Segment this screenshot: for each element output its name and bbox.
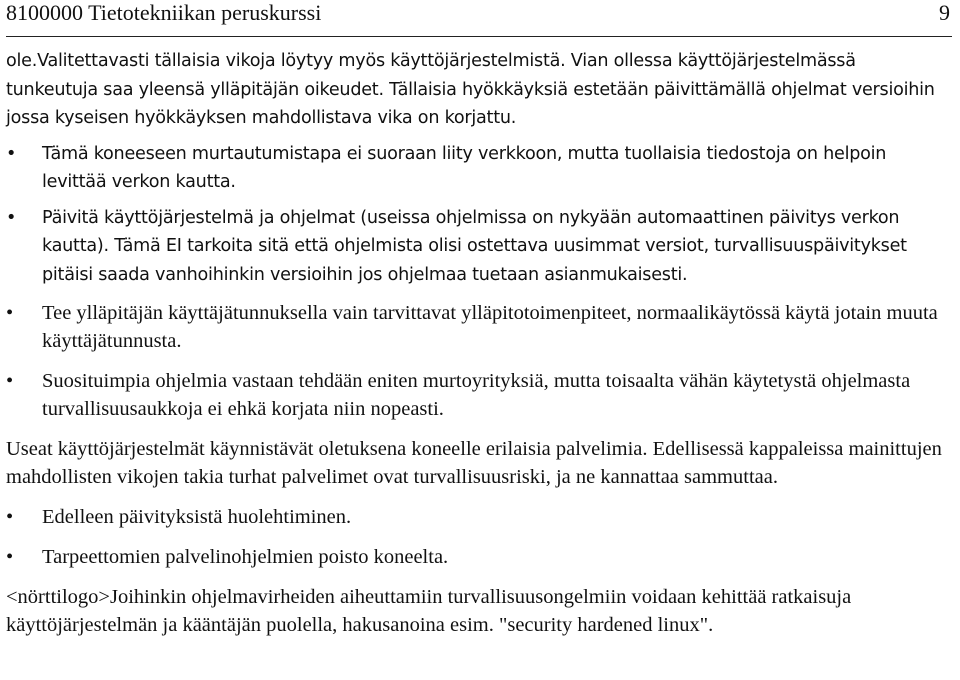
list-item-text: Suosituimpia ohjelmia vastaan tehdään eniten murtoyrityksiä, mutta toisaalta vähän käytetystä ohjelmasta turvallisuusaukkoja ei ehkä korjata niin nopeasti. <box>42 370 911 420</box>
intro-paragraph: ole.Valitettavasti tällaisia vikoja löytyy myös käyttöjärjestelmistä. Vian ollessa käyttöjärjestelmässä tunkeutuja saa yleensä ylläpitäjän oikeudet. Tällaisia hyökkäyksiä estetään päivittämällä ohjelmat versioihin jossa kyseisen hyökkäyksen mahdollistava vika on korjattu. <box>6 51 935 128</box>
services-bullet-list <box>6 503 952 571</box>
list-item-text: Edelleen päivityksistä huolehtiminen. <box>42 506 352 528</box>
list-item <box>6 204 952 290</box>
list-item <box>6 299 952 355</box>
bullet-icon: • <box>6 546 14 568</box>
bullet-icon: • <box>6 370 14 392</box>
list-item <box>6 367 952 423</box>
list-item <box>6 140 952 197</box>
list-item <box>6 503 952 531</box>
course-title: 8100000 Tietotekniikan peruskurssi <box>6 0 322 25</box>
services-paragraph: Useat käyttöjärjestelmät käynnistävät oletuksena koneelle erilaisia palvelimia. Edellisessä kappaleissa mainittujen mahdollisten vikojen takia turhat palvelimet ovat turvallisuusriski, ja ne kannattaa sammuttaa. <box>6 438 942 488</box>
list-item <box>6 543 952 571</box>
bullet-icon: • <box>6 143 17 164</box>
bullet-icon: • <box>6 207 17 228</box>
closing-paragraph: <nörttilogo>Joihinkin ohjelmavirheiden aiheuttamiin turvallisuusongelmiin voidaan kehittää ratkaisuja käyttöjärjestelmän ja kääntäjän puolella, hakusanoina esim. "security hardened linux". <box>6 586 852 636</box>
page-number: 9 <box>939 0 950 25</box>
page-header <box>6 0 952 26</box>
serif-bullet-list <box>6 299 952 423</box>
sans-bullet-list <box>6 140 952 290</box>
list-item-text: Päivitä käyttöjärjestelmä ja ohjelmat (useissa ohjelmissa on nykyään automaattinen päivitys verkon kautta). Tämä EI tarkoita sitä että ohjelmista olisi ostettava uusimmat versiot, turvallisuuspäivitykset pitäisi saada vanhoihinkin versioihin jos ohjelmaa tuetaan asianmukaisesti. <box>42 207 907 285</box>
header-rule <box>6 36 952 37</box>
bullet-icon: • <box>6 302 14 324</box>
list-item-text: Tee ylläpitäjän käyttäjätunnuksella vain tarvittavat ylläpitotoimenpiteet, normaalikäytössä käytä jotain muuta käyttäjätunnusta. <box>42 302 938 352</box>
bullet-icon: • <box>6 506 14 528</box>
list-item-text: Tämä koneeseen murtautumistapa ei suoraan liity verkkoon, mutta tuollaisia tiedostoja on helpoin levittää verkon kautta. <box>42 143 887 192</box>
list-item-text: Tarpeettomien palvelinohjelmien poisto koneelta. <box>42 546 449 568</box>
